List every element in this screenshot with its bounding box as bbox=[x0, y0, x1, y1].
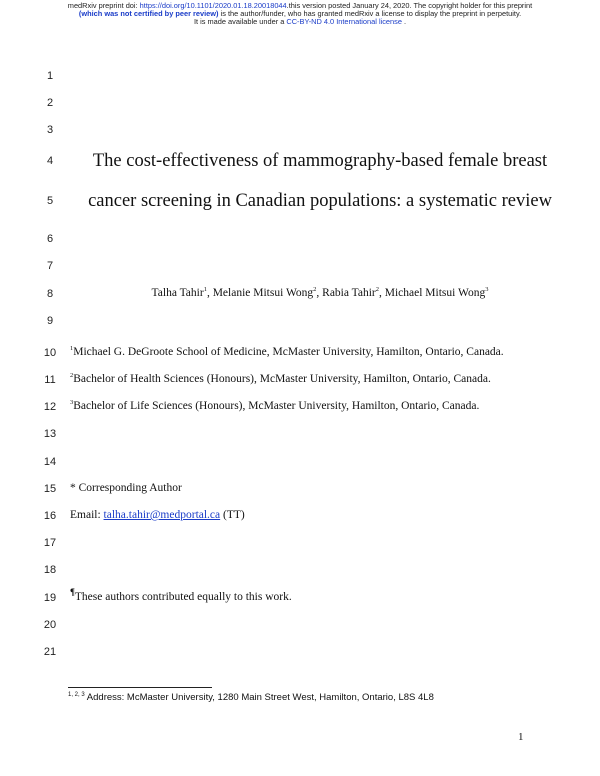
footnote-sup: 1, 2, 3 bbox=[68, 691, 85, 698]
page-number: 1 bbox=[518, 731, 524, 743]
line-number: 5 bbox=[46, 195, 54, 207]
line-number: 14 bbox=[43, 456, 57, 468]
equal-contribution-note bbox=[70, 587, 292, 603]
header-version-text: .this version posted January 24, 2020. The copyright holder for this preprint bbox=[286, 1, 533, 10]
author-name: Melanie Mitsui Wong bbox=[212, 287, 314, 299]
affiliation-text: Bachelor of Health Sciences (Honours), McMaster University, Hamilton, Ontario, Canada. bbox=[73, 373, 491, 385]
line-number: 6 bbox=[46, 233, 54, 245]
line-number: 1 bbox=[46, 70, 54, 82]
line-number: 10 bbox=[43, 347, 57, 359]
equal-contribution-text: These authors contributed equally to this work. bbox=[74, 591, 292, 603]
paper-title-line-2: cancer screening in Canadian populations: a systematic review bbox=[88, 191, 552, 211]
author-affiliation-sup: 2 bbox=[375, 286, 379, 294]
line-number: 12 bbox=[43, 401, 57, 413]
email-line bbox=[70, 509, 245, 521]
email-initials: (TT) bbox=[220, 509, 245, 521]
author-name: Michael Mitsui Wong bbox=[384, 287, 486, 299]
address-footnote bbox=[68, 692, 434, 703]
affiliation-sup: 1 bbox=[70, 345, 74, 353]
line-number: 20 bbox=[43, 619, 57, 631]
header-period: . bbox=[401, 17, 407, 27]
line-number: 8 bbox=[46, 288, 54, 300]
header-license-text: is the author/funder, who has granted medRxiv a license to display the preprint in perpetuity. bbox=[218, 9, 522, 19]
author-affiliation-sup: 3 bbox=[485, 286, 489, 294]
line-number: 17 bbox=[43, 537, 57, 549]
preprint-header bbox=[0, 2, 600, 27]
header-not-certified: (which was not certified by peer review) bbox=[78, 9, 219, 19]
author-affiliation-sup: 1 bbox=[203, 286, 207, 294]
line-number: 16 bbox=[43, 510, 57, 522]
line-number: 7 bbox=[46, 260, 54, 272]
paper-title-line-1: The cost-effectiveness of mammography-based female breast bbox=[92, 151, 548, 171]
header-license-link[interactable]: CC-BY-ND 4.0 International license bbox=[286, 17, 402, 27]
line-number: 11 bbox=[44, 374, 56, 386]
line-number: 21 bbox=[43, 646, 57, 658]
footnote-divider bbox=[68, 687, 212, 688]
footnote-text: Address: McMaster University, 1280 Main Street West, Hamilton, Ontario, L8S 4L8 bbox=[84, 692, 434, 703]
affiliation-text: Bachelor of Life Sciences (Honours), McMaster University, Hamilton, Ontario, Canada. bbox=[73, 400, 480, 412]
pilcrow-symbol: ¶ bbox=[70, 587, 75, 598]
author-affiliation-sup: 2 bbox=[313, 286, 317, 294]
header-doi-link[interactable]: https://doi.org/10.1101/2020.01.18.20018044 bbox=[139, 1, 287, 10]
affiliation-text: Michael G. DeGroote School of Medicine, McMaster University, Hamilton, Ontario, Canada. bbox=[73, 346, 504, 358]
line-number: 9 bbox=[46, 315, 54, 327]
affiliation-2 bbox=[70, 373, 491, 385]
line-number: 13 bbox=[43, 428, 57, 440]
affiliation-1 bbox=[70, 346, 504, 358]
corresponding-author-label: * Corresponding Author bbox=[70, 482, 182, 494]
header-doi-prefix: medRxiv preprint doi: bbox=[67, 1, 140, 10]
affiliation-3 bbox=[70, 400, 479, 412]
email-link[interactable]: talha.tahir@medportal.ca bbox=[103, 509, 221, 521]
line-number: 18 bbox=[43, 564, 57, 576]
author-name: Rabia Tahir bbox=[322, 287, 376, 299]
affiliation-sup: 3 bbox=[70, 399, 74, 407]
author-name: Talha Tahir bbox=[151, 287, 204, 299]
line-number: 4 bbox=[46, 155, 54, 167]
line-number: 2 bbox=[46, 97, 54, 109]
author-list: Talha Tahir$^1$, Melanie Mitsui Wong$^2$, Rabia Tahir$^2$, Michael Mitsui Wong$^3$ bbox=[151, 286, 489, 299]
affiliation-sup: 2 bbox=[70, 372, 74, 380]
header-available-text: It is made available under a bbox=[193, 17, 287, 27]
line-number: 19 bbox=[43, 592, 57, 604]
email-label: Email: bbox=[70, 509, 104, 521]
line-number: 15 bbox=[43, 483, 57, 495]
line-number: 3 bbox=[46, 124, 54, 136]
header-line-3 bbox=[0, 18, 600, 26]
